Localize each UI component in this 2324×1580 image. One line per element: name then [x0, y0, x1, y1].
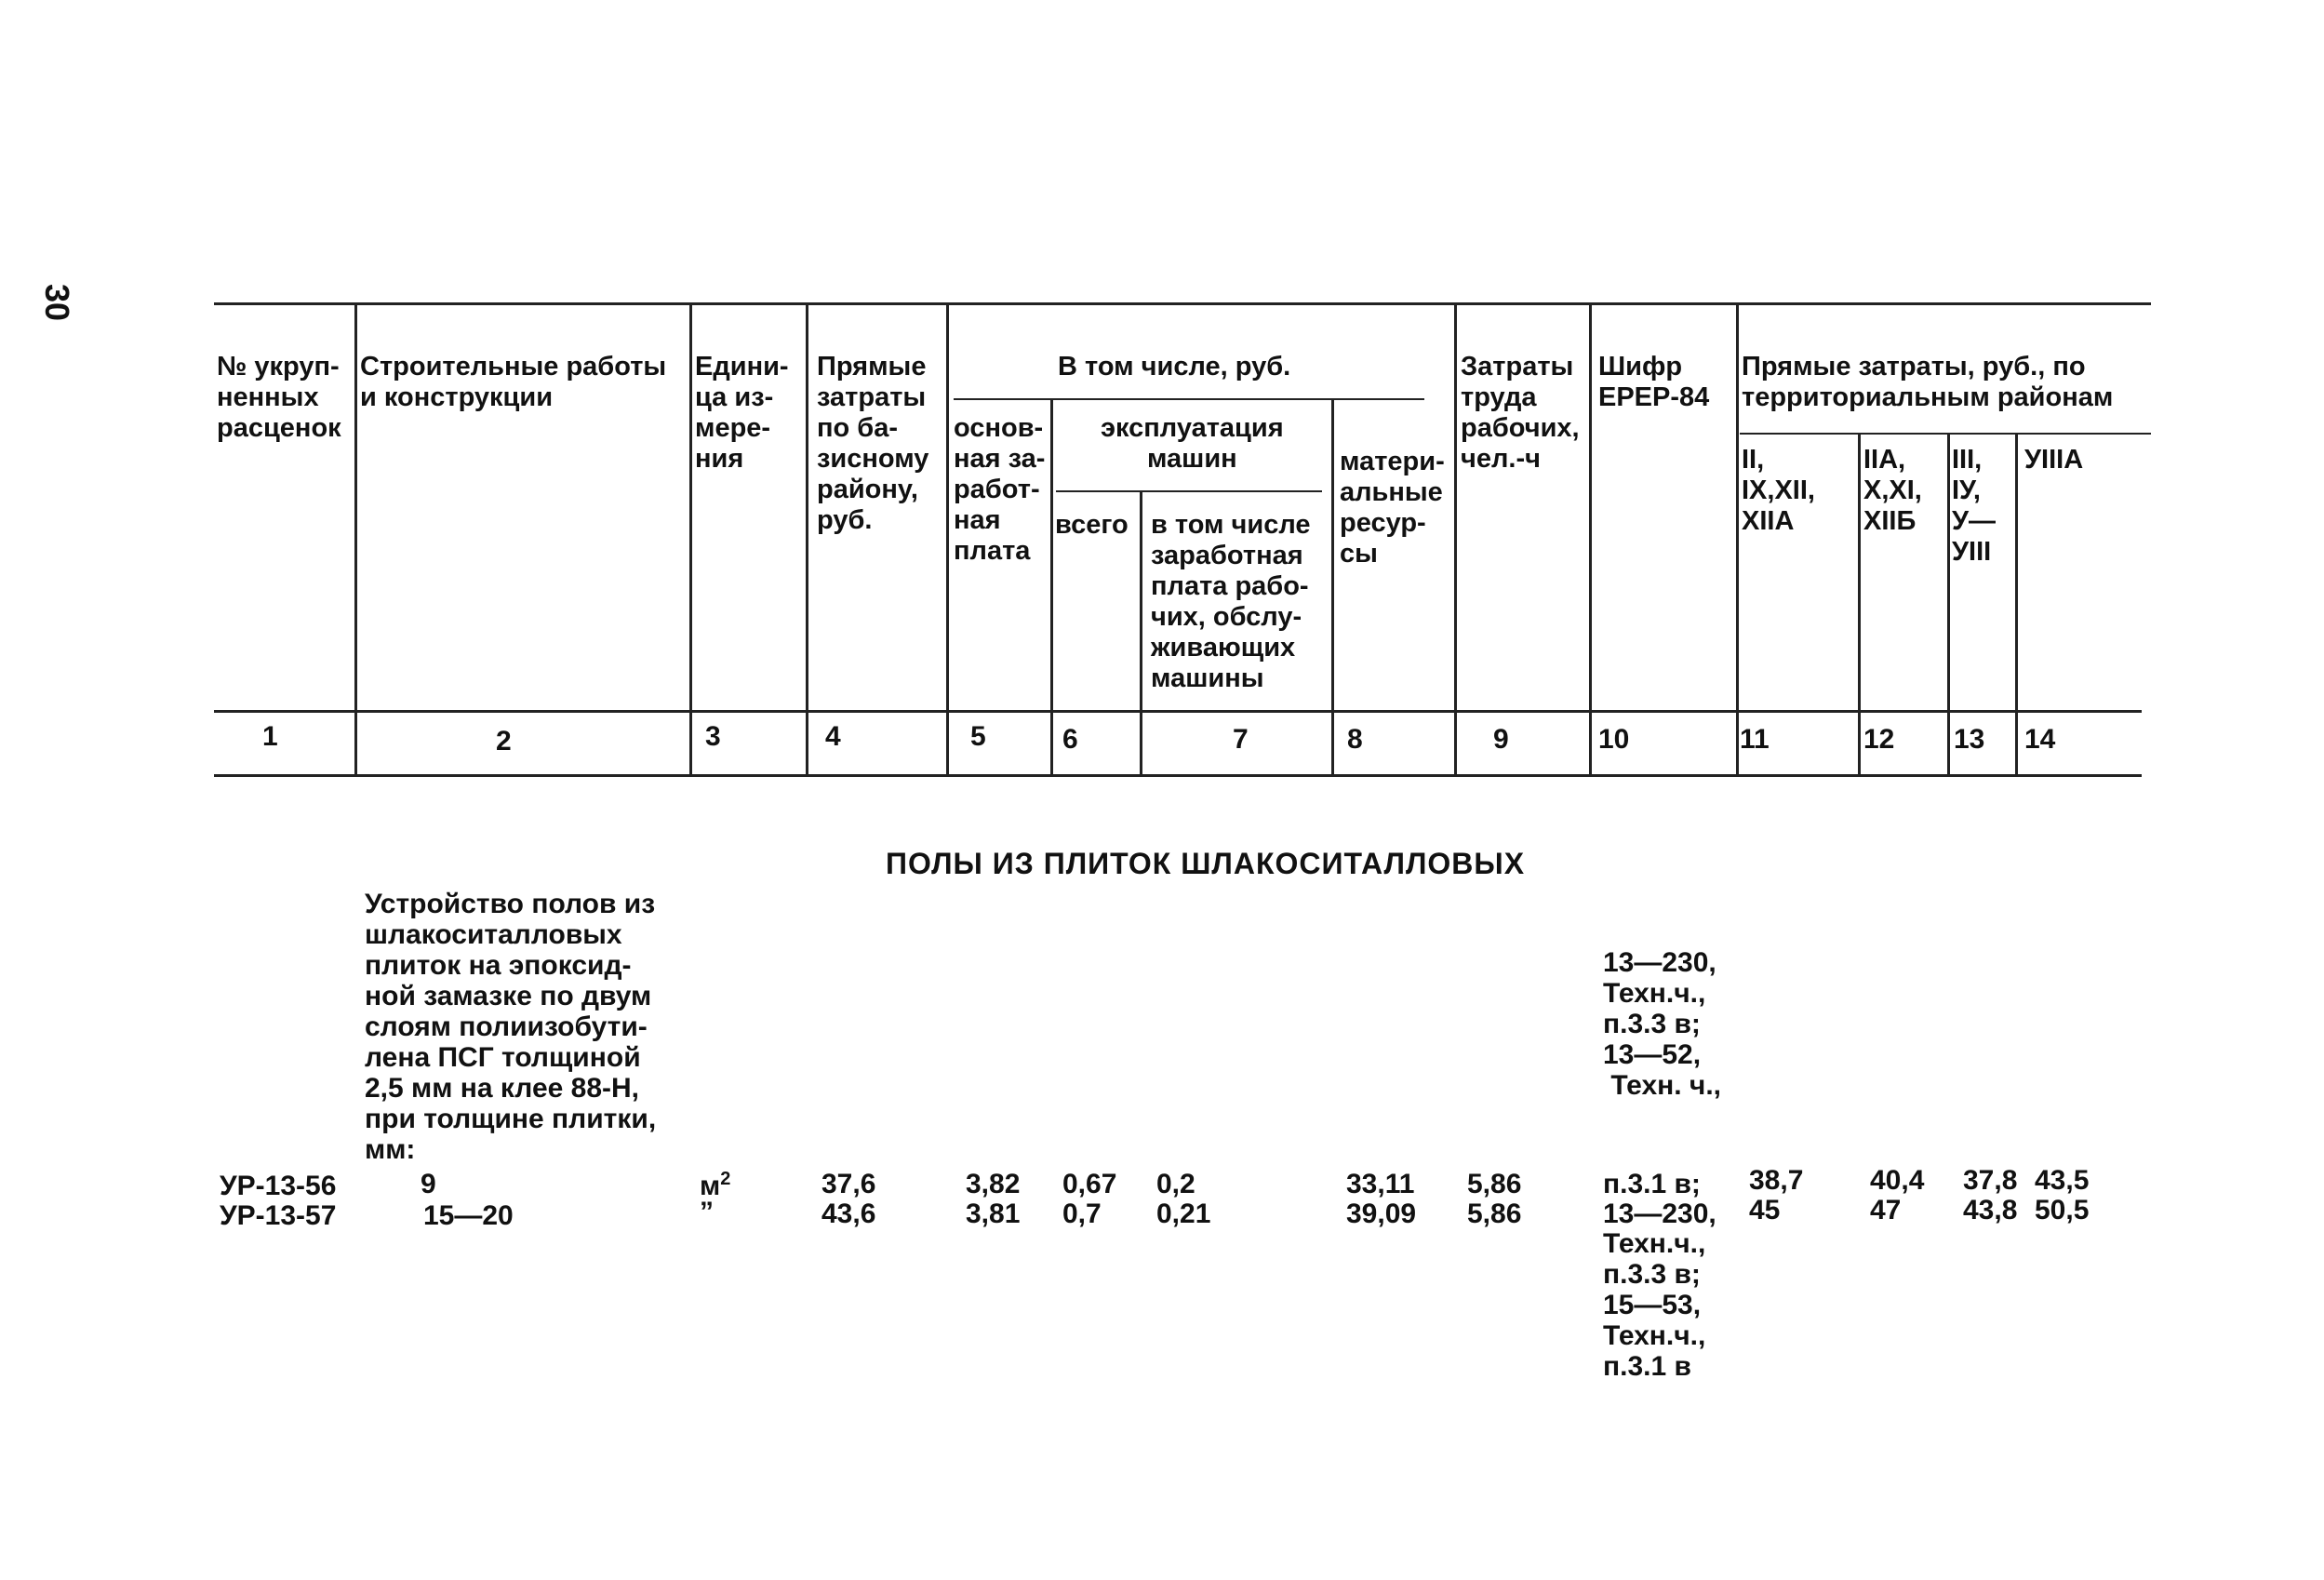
header-col6: всего [1055, 510, 1129, 540]
col-sep-4 [946, 302, 949, 777]
header-col8: матери- альные ресур- сы [1340, 447, 1445, 569]
header-col2: Строительные работы и конструкции [360, 352, 667, 412]
header-col3: Едини- ца из- мере- ния [695, 352, 789, 474]
header-col10: Шифр ЕРЕР-84 [1598, 352, 1710, 412]
work-description: Устройство полов из шлакоситалловых плиток на эпоксид- ной замазке по двум слоям полиизобути- лена ПСГ толщиной 2,5 мм на клее 88-Н, при толщине плитки, мм: [365, 889, 657, 1165]
row-region-12: 47 [1870, 1195, 1902, 1225]
code-reference-bottom: Техн.ч., п.3.3 в; 15—53, Техн.ч., п.3.1 в [1603, 1228, 1706, 1382]
column-number: 12 [1863, 724, 1895, 755]
header-in-total: В том числе, руб. [1058, 352, 1291, 382]
col-sep-1 [354, 302, 357, 777]
row-unit: $м^2$ [700, 1169, 731, 1201]
col-sep-5 [1050, 400, 1053, 777]
row-ref: 13—230, [1603, 1198, 1716, 1229]
header-col9: Затраты труда рабочих, чел.-ч [1461, 352, 1580, 474]
page-number: 30 [38, 284, 76, 322]
row-machines-total: 0,7 [1062, 1198, 1102, 1229]
column-number: 6 [1062, 724, 1078, 755]
header-col1: № укруп- ненных расценок [217, 352, 341, 443]
column-number: 13 [1954, 724, 1985, 755]
row-wage: 3,82 [966, 1169, 1021, 1199]
row-region-11: 38,7 [1749, 1165, 1804, 1196]
column-numbers-bottom-rule [214, 774, 2142, 777]
section-title: ПОЛЫ ИЗ ПЛИТОК ШЛАКОСИТАЛЛОВЫХ [886, 847, 1526, 880]
header-col5: основ- ная за- работ- ная плата [954, 413, 1046, 566]
header-bottom-rule [214, 710, 2142, 713]
col-sep-12 [1947, 433, 1950, 777]
row-direct-cost: 43,6 [821, 1198, 876, 1229]
header-col11: II, IX,XII, XIIA [1742, 445, 1815, 536]
col-sep-11 [1858, 433, 1861, 777]
header-col7: в том числе заработная плата рабо- чих, обслу- живающих машины [1151, 510, 1311, 693]
header-col13: III, IУ, У— УIII [1952, 445, 1997, 567]
row-machines-wage: 0,2 [1156, 1169, 1195, 1199]
row-machines-total: 0,67 [1062, 1169, 1117, 1199]
row-direct-cost: 37,6 [821, 1169, 876, 1199]
column-number: 14 [2024, 724, 2056, 755]
row-materials: 33,11 [1346, 1169, 1415, 1199]
column-number: 4 [825, 721, 841, 752]
col-sep-13 [2015, 433, 2018, 777]
row-machines-wage: 0,21 [1156, 1198, 1211, 1229]
row-wage: 3,81 [966, 1198, 1021, 1229]
in-total-rule [954, 398, 1424, 400]
header-col4: Прямые затраты по ба- зисному району, руб. [817, 352, 929, 535]
column-number: 3 [705, 721, 721, 752]
row-labor: 5,86 [1467, 1169, 1522, 1199]
column-number: 11 [1740, 724, 1770, 755]
column-number: 9 [1493, 724, 1509, 755]
row-region-14: 43,5 [2035, 1165, 2090, 1196]
row-code: УР-13-56 [220, 1171, 337, 1201]
row-labor: 5,86 [1467, 1198, 1522, 1229]
row-region-13: 43,8 [1963, 1195, 2018, 1225]
row-ref: п.3.1 в; [1603, 1169, 1701, 1199]
machines-rule [1056, 490, 1322, 492]
row-region-11: 45 [1749, 1195, 1781, 1225]
row-unit: ” [700, 1197, 714, 1227]
row-code: УР-13-57 [220, 1200, 337, 1231]
row-region-12: 40,4 [1870, 1165, 1925, 1196]
col-sep-2 [689, 302, 692, 777]
col-sep-3 [806, 302, 808, 777]
code-reference-top: 13—230, Техн.ч., п.3.3 в; 13—52, Техн. ч., [1603, 947, 1722, 1101]
row-thickness: 15—20 [423, 1200, 514, 1231]
header-col14: УIIIA [2024, 445, 2084, 475]
column-number: 1 [262, 721, 278, 752]
row-region-14: 50,5 [2035, 1195, 2090, 1225]
column-number: 10 [1598, 724, 1630, 755]
column-number: 7 [1233, 724, 1249, 755]
header-territorial: Прямые затраты, руб., по территориальным районам [1742, 352, 2114, 412]
column-number: 8 [1347, 724, 1363, 755]
row-materials: 39,09 [1346, 1198, 1417, 1229]
column-number: 2 [496, 726, 512, 757]
territorial-rule [1740, 433, 2151, 435]
col-sep-8 [1454, 302, 1457, 777]
col-sep-7 [1331, 400, 1334, 777]
header-col12: IIA, X,XI, XIIБ [1863, 445, 1922, 536]
header-machines: эксплуатация машин [1101, 413, 1284, 474]
col-sep-9 [1589, 302, 1592, 777]
col-sep-10 [1736, 302, 1739, 777]
header-top-rule [214, 302, 2151, 305]
row-thickness: 9 [421, 1169, 436, 1199]
row-region-13: 37,8 [1963, 1165, 2018, 1196]
col-sep-6 [1140, 490, 1142, 777]
column-number: 5 [970, 721, 986, 752]
